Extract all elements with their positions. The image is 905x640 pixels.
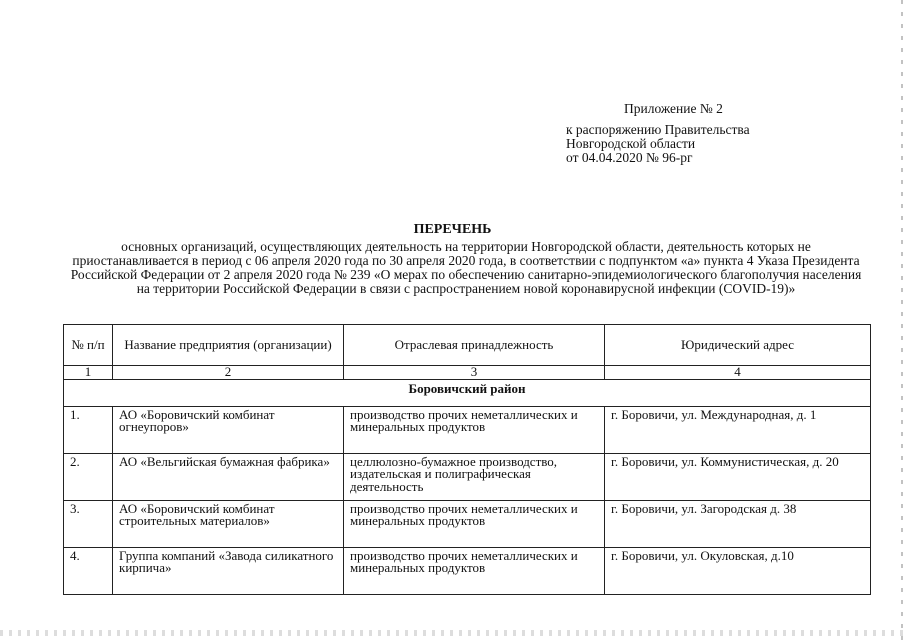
column-number: 3 bbox=[344, 366, 605, 380]
header-row bbox=[64, 325, 871, 366]
row-address: г. Боровичи, ул. Окуловская, д.10 bbox=[605, 547, 871, 594]
table-row bbox=[64, 547, 871, 594]
row-sector: целлюлозно-бумажное производство, издательская и полиграфическая деятельность bbox=[344, 453, 605, 500]
district-name: Боровичский район bbox=[64, 379, 871, 406]
appendix-line-1: к распоряжению Правительства bbox=[566, 122, 750, 137]
table-row bbox=[64, 500, 871, 547]
header-name: Название предприятия (организации) bbox=[113, 325, 344, 366]
district-row bbox=[64, 379, 871, 406]
organizations-table bbox=[63, 324, 871, 595]
appendix-line-2: Новгородской области bbox=[566, 136, 696, 151]
row-num: 2. bbox=[64, 453, 113, 500]
header-address: Юридический адрес bbox=[605, 325, 871, 366]
header-sector: Отраслевая принадлежность bbox=[344, 325, 605, 366]
appendix-line-3: от 04.04.2020 № 96-рг bbox=[566, 150, 693, 165]
header-num: № п/п bbox=[64, 325, 113, 366]
row-address: г. Боровичи, ул. Загородская д. 38 bbox=[605, 500, 871, 547]
row-name: АО «Боровичский комбинат строительных материалов» bbox=[113, 500, 344, 547]
row-sector: производство прочих неметаллических и минеральных продуктов bbox=[344, 500, 605, 547]
column-number: 2 bbox=[113, 366, 344, 380]
column-number: 4 bbox=[605, 366, 871, 380]
appendix-block bbox=[566, 102, 826, 165]
scan-artifacts-bottom bbox=[0, 630, 905, 636]
row-sector: производство прочих неметаллических и минеральных продуктов bbox=[344, 406, 605, 453]
scan-artifacts-right bbox=[901, 0, 903, 640]
document-subtitle: основных организаций, осуществляющих деятельность на территории Новгородской области, деятельность которых не приостанавливается в период с 06 апреля 2020 года по 30 апреля 2020 года, в соответствии с подпунктом «а» пункта 4 Указа Президента Российской Федерации от 2 апреля 2020 года № 239 «О мерах по обеспечению санитарно-эпидемиологического благополучия населения на территории Российской Федерации в связи с распространением новой коронавирусной инфекции (COVID-19)» bbox=[70, 239, 862, 296]
table-row bbox=[64, 406, 871, 453]
row-name: АО «Боровичский комбинат огнеупоров» bbox=[113, 406, 344, 453]
row-num: 1. bbox=[64, 406, 113, 453]
row-address: г. Боровичи, ул. Коммунистическая, д. 20 bbox=[605, 453, 871, 500]
row-name: АО «Вельгийская бумажная фабрика» bbox=[113, 453, 344, 500]
row-name: Группа компаний «Завода силикатного кирпича» bbox=[113, 547, 344, 594]
appendix-title: Приложение № 2 bbox=[624, 101, 723, 116]
row-num: 4. bbox=[64, 547, 113, 594]
row-sector: производство прочих неметаллических и минеральных продуктов bbox=[344, 547, 605, 594]
row-address: г. Боровичи, ул. Международная, д. 1 bbox=[605, 406, 871, 453]
column-number-row bbox=[64, 366, 871, 380]
document-heading: ПЕРЕЧЕНЬ bbox=[413, 222, 492, 237]
column-number: 1 bbox=[64, 366, 113, 380]
table-row bbox=[64, 453, 871, 500]
row-num: 3. bbox=[64, 500, 113, 547]
